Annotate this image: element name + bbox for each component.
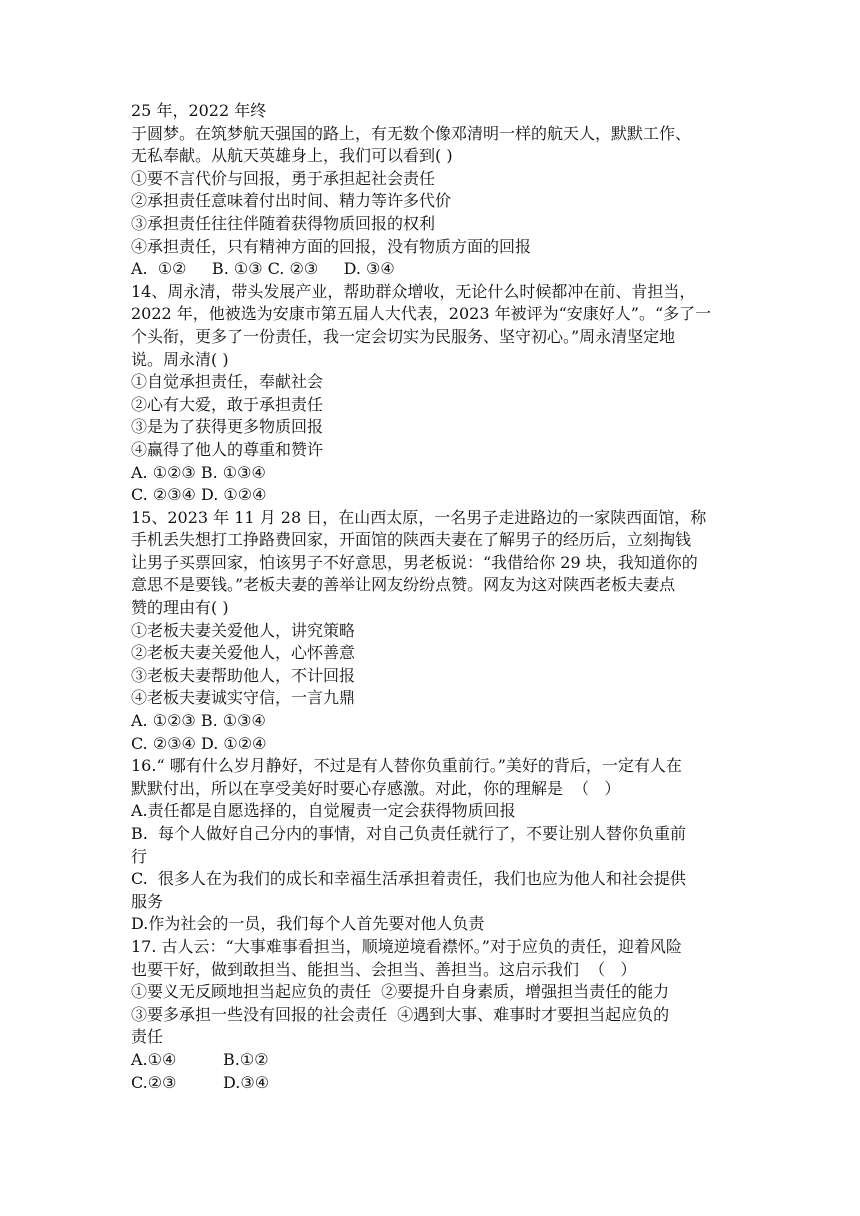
q17-options-row2 bbox=[131, 1072, 731, 1095]
q14-item-1: ①自觉承担责任，奉献社会 bbox=[131, 372, 324, 392]
q13-tail-line2: 于圆梦。在筑梦航天强国的路上，有无数个像邓清明一样的航天人，默默工作、 bbox=[131, 123, 692, 143]
q17-stem-line1: 17. 古人云：“大事难事看担当，顺境逆境看襟怀。”对于应负的责任，迎着风险 bbox=[131, 936, 682, 956]
q17-option-d: D.③④ bbox=[223, 1072, 270, 1092]
q14-stem-line1: 14、周永清，带头发展产业，帮助群众增收，无论什么时候都冲在前、肯担当， bbox=[131, 281, 696, 301]
q15-stem-line5: 赞的理由有( ) bbox=[131, 598, 229, 618]
q13-item-3: ③承担责任往往伴随着获得物质回报的权利 bbox=[131, 213, 436, 233]
q16-option-b-line1: B. 每个人做好自己分内的事情，对自己负责任就行了，不要让别人替你负重前 bbox=[131, 824, 687, 843]
q15-stem-line3: 让男子买票回家，怕该男子不好意思，男老板说：“我借给你 29 块，我知道你的 bbox=[131, 552, 698, 572]
q14-item-4: ④赢得了他人的尊重和赞许 bbox=[131, 439, 324, 459]
q15-options-1: A. ①②③ B. ①③④ bbox=[131, 711, 266, 731]
q15-item-3: ③老板夫妻帮助他人，不计回报 bbox=[131, 665, 356, 685]
q16-stem-line2: 默默付出，所以在享受美好时要心存感激。对此，你的理解是 （ ） bbox=[131, 778, 621, 798]
q13-item-1: ①要不言代价与回报，勇于承担起社会责任 bbox=[131, 168, 436, 188]
q16-option-a: A.责任都是自愿选择的，自觉履责一定会获得物质回报 bbox=[131, 801, 516, 821]
q13-tail-line3: 无私奉献。从航天英雄身上，我们可以看到( ) bbox=[131, 146, 453, 166]
q16-option-b-line2: 行 bbox=[131, 846, 148, 866]
q17-option-b: B.①② bbox=[223, 1049, 269, 1069]
q17-items-line3: 责任 bbox=[131, 1027, 164, 1047]
document-page bbox=[131, 100, 731, 1094]
q14-stem-line2: 2022 年，他被选为安康市第五届人大代表，2023 年被评为“安康好人”。“多了一 bbox=[131, 304, 712, 324]
q15-stem-line2: 手机丢失想打工挣路费回家，开面馆的陕西夫妻在了解男子的经历后，立刻掏钱 bbox=[131, 530, 692, 550]
q15-item-4: ④老板夫妻诚实守信，一言九鼎 bbox=[131, 688, 356, 708]
q15-options-2: C. ②③④ D. ①②④ bbox=[131, 733, 267, 753]
q17-option-c: C.②③ bbox=[131, 1072, 177, 1092]
q13-item-4: ④承担责任，只有精神方面的回报，没有物质方面的回报 bbox=[131, 236, 532, 256]
q17-items-line2: ③要多承担一些没有回报的社会责任 ④遇到大事、难事时才要担当起应负的 bbox=[131, 1004, 670, 1024]
q16-option-d: D.作为社会的一员，我们每个人首先要对他人负责 bbox=[131, 914, 485, 934]
q17-stem-line2: 也要干好，做到敢担当、能担当、会担当、善担当。这启示我们 （ ） bbox=[131, 959, 637, 979]
q14-item-2: ②心有大爱，敢于承担责任 bbox=[131, 394, 324, 414]
q15-stem-line1: 15、2023 年 11 月 28 日，在山西太原，一名男子走进路边的一家陕西面馆，称 bbox=[131, 507, 707, 527]
q13-options: A. ①② B. ①③ C. ②③ D. ③④ bbox=[131, 259, 395, 279]
q14-item-3: ③是为了获得更多物质回报 bbox=[131, 417, 324, 437]
q17-options-row1 bbox=[131, 1049, 731, 1072]
q14-stem-line4: 说。周永清( ) bbox=[131, 349, 229, 369]
q17-items-line1: ①要义无反顾地担当起应负的责任 ②要提升自身素质，增强担当责任的能力 bbox=[131, 982, 670, 1002]
q16-stem-line1: 16.“ 哪有什么岁月静好，不过是有人替你负重前行。”美好的背后，一定有人在 bbox=[131, 756, 682, 776]
q13-tail-line1: 25 年，2022 年终 bbox=[131, 101, 267, 120]
q16-option-c-line1: C. 很多人在为我们的成长和幸福生活承担着责任，我们也应为他人和社会提供 bbox=[131, 869, 686, 889]
q16-option-c-line2: 服务 bbox=[131, 891, 164, 911]
q14-options-2: C. ②③④ D. ①②④ bbox=[131, 485, 267, 505]
q15-item-1: ①老板夫妻关爱他人，讲究策略 bbox=[131, 620, 356, 640]
q15-item-2: ②老板夫妻关爱他人，心怀善意 bbox=[131, 643, 356, 663]
q15-stem-line4: 意思不是要钱。”老板夫妻的善举让网友纷纷点赞。网友为这对陕西老板夫妻点 bbox=[131, 575, 676, 595]
q13-item-2: ②承担责任意味着付出时间、精力等许多代价 bbox=[131, 191, 452, 211]
q17-option-a: A.①④ bbox=[131, 1049, 177, 1069]
q14-stem-line3: 个头衔，更多了一份责任，我一定会切实为民服务、坚守初心。”周永清坚定地 bbox=[131, 326, 676, 346]
q14-options-1: A. ①②③ B. ①③④ bbox=[131, 462, 266, 482]
